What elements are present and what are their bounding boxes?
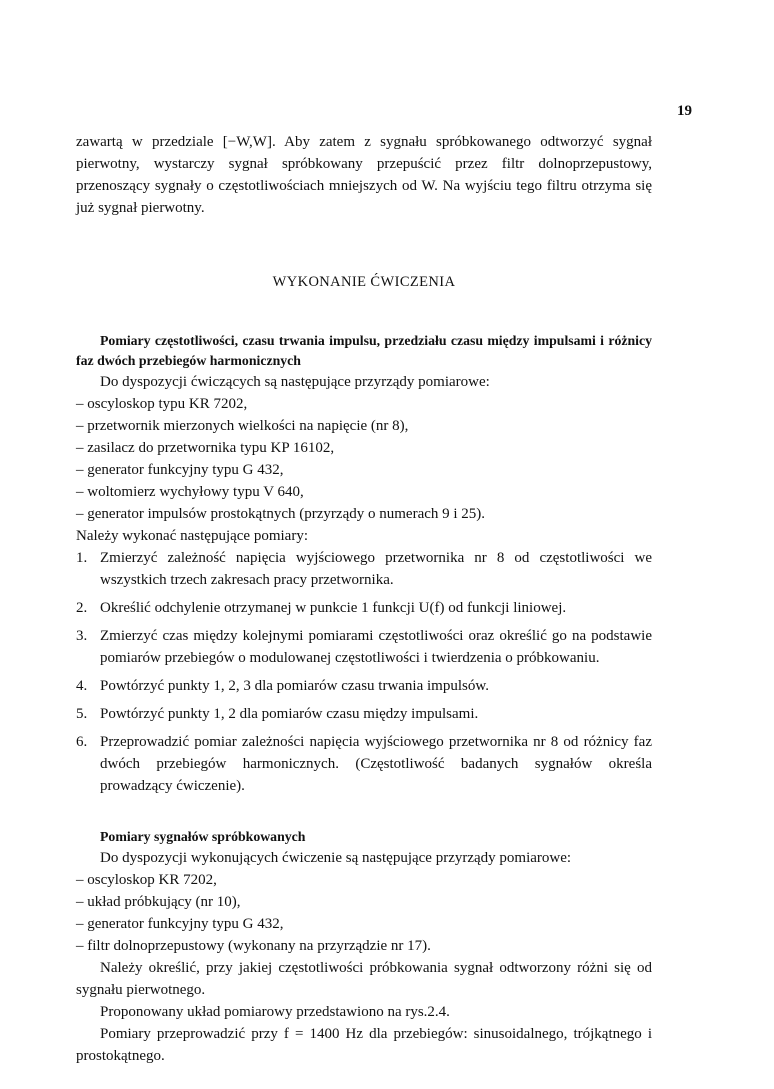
list-item: – filtr dolnoprzepustowy (wykonany na przyrządzie nr 17). [76, 935, 652, 957]
part1-heading: Pomiary częstotliwości, czasu trwania impulsu, przedziału czasu między impulsami i różnicy faz dwóch przebiegów harmonicznych [76, 333, 652, 368]
list-item: – generator impulsów prostokątnych (przyrządy o numerach 9 i 25). [76, 503, 652, 525]
part2-instruments-list [76, 869, 652, 957]
page-content [76, 131, 652, 1067]
part2-heading: Pomiary sygnałów spróbkowanych [100, 829, 306, 844]
part2-instruments-intro: Do dyspozycji wykonujących ćwiczenie są następujące przyrządy pomiarowe: [100, 850, 572, 866]
page-number: 19 [677, 103, 692, 119]
list-item [76, 625, 652, 669]
list-item-number: 5. [76, 706, 88, 722]
list-item [76, 703, 652, 725]
list-item-text: Powtórzyć punkty 1, 2 dla pomiarów czasu między impulsami. [100, 706, 479, 722]
part1-instruments-list [76, 393, 652, 525]
list-item-number: 6. [76, 734, 88, 750]
list-item-number: 3. [76, 628, 88, 644]
list-item: – woltomierz wychyłowy typu V 640, [76, 481, 652, 503]
list-item: – układ próbkujący (nr 10), [76, 891, 652, 913]
list-item-text: Przeprowadzić pomiar zależności napięcia wyjściowego przetwornika nr 8 od różnicy faz dwóch przebiegów harmonicznych. (Częstotliwość badanych sygnałów określa prowadzący ćwiczenie). [100, 734, 652, 794]
list-item: – oscyloskop KR 7202, [76, 869, 652, 891]
list-item [76, 597, 652, 619]
list-item-text: Zmierzyć czas między kolejnymi pomiarami częstotliwości oraz określić go na podstawie pomiarów przebiegów o modulowanej częstotliwości i twierdzenia o próbkowaniu. [100, 628, 652, 666]
part2-paragraph: Pomiary przeprowadzić przy f = 1400 Hz dla przebiegów: sinusoidalnego, trójkątnego i prostokątnego. [76, 1026, 652, 1064]
list-item-text: Powtórzyć punkty 1, 2, 3 dla pomiarów czasu trwania impulsów. [100, 678, 489, 694]
list-item: – przetwornik mierzonych wielkości na napięcie (nr 8), [76, 415, 652, 437]
section-title: WYKONANIE ĆWICZENIA [272, 274, 456, 290]
part1-tasks-list [76, 547, 652, 797]
part2-paragraph: Proponowany układ pomiarowy przedstawiono na rys.2.4. [100, 1004, 450, 1020]
list-item-text: Określić odchylenie otrzymanej w punkcie 1 funkcji U(f) od funkcji liniowej. [100, 600, 567, 616]
part1-tasks-intro: Należy wykonać następujące pomiary: [76, 528, 308, 544]
list-item-text: Zmierzyć zależność napięcia wyjściowego przetwornika nr 8 od częstotliwości we wszystkich trzech zakresach pracy przetwornika. [100, 550, 652, 588]
list-item [76, 547, 652, 591]
list-item: – generator funkcyjny typu G 432, [76, 459, 652, 481]
list-item [76, 675, 652, 697]
list-item-number: 1. [76, 550, 88, 566]
list-item: – generator funkcyjny typu G 432, [76, 913, 652, 935]
list-item: – oscyloskop typu KR 7202, [76, 393, 652, 415]
list-item-number: 4. [76, 678, 88, 694]
list-item: – zasilacz do przetwornika typu KP 16102, [76, 437, 652, 459]
part1-instruments-intro: Do dyspozycji ćwiczących są następujące przyrządy pomiarowe: [100, 374, 490, 390]
intro-paragraph: zawartą w przedziale [−W,W]. Aby zatem z sygnału spróbkowanego odtworzyć sygnał pierwotny, wystarczy sygnał spróbkowany przepuścić przez filtr dolnoprzepustowy, przenoszący sygnały o częstotliwościach mniejszych od W. Na wyjściu tego filtru otrzyma się już sygnał pierwotny. [76, 134, 652, 216]
list-item [76, 731, 652, 797]
list-item-number: 2. [76, 600, 88, 616]
part2-paragraph: Należy określić, przy jakiej częstotliwości próbkowania sygnał odtworzony różni się od sygnału pierwotnego. [76, 960, 652, 998]
